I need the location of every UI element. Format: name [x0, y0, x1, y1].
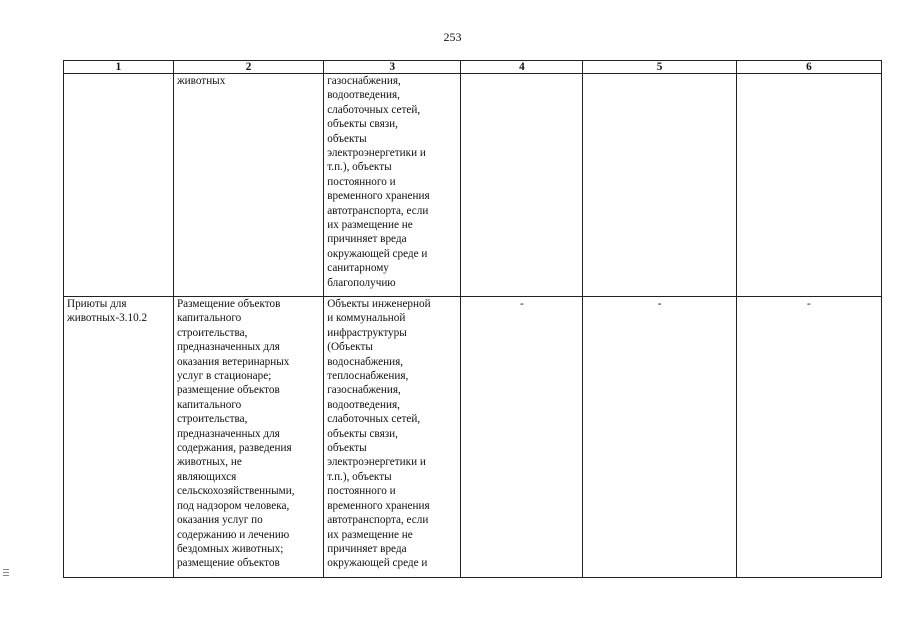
- regulations-table: [63, 60, 882, 578]
- table-row-animal-shelters: [64, 297, 882, 578]
- column-header-4: 4: [461, 61, 583, 74]
- table-cell: [583, 74, 736, 297]
- column-header-6: 6: [736, 61, 881, 74]
- table-cell: [64, 74, 174, 297]
- permitted-use-description: Размещение объектов капитального строительства, предназначенных для оказания ветеринарных услуг в стационаре; размещение объектов капитального строительства, предназначенных для содержания, разведения животных, не являющихся сельскохозяйственными, под надзором человека, оказания услуг по содержанию и лечению бездомных животных; размещение объектов: [176, 298, 295, 570]
- margin-binding-mark: [3, 569, 9, 579]
- empty-value-dash: -: [806, 298, 811, 310]
- table-cell: [461, 297, 583, 578]
- column-header-3: 3: [324, 61, 461, 74]
- column-header-1: 1: [64, 61, 174, 74]
- table-cell: [173, 74, 323, 297]
- empty-value-dash: -: [520, 298, 524, 310]
- permitted-use-description: животных: [176, 75, 226, 87]
- table-cell: [173, 297, 323, 578]
- table-cell: [64, 297, 174, 578]
- table-cell: [324, 74, 461, 297]
- column-header-2: 2: [173, 61, 323, 74]
- table-cell: [736, 74, 881, 297]
- table-cell: [324, 297, 461, 578]
- auxiliary-use-description: газоснабжения, водоотведения, слаботочных сетей, объекты связи, объекты электроэнергетики и т.п.), объекты постоянного и временного хранения автотранспорта, если их размещение не причиняет вреда окружающей среде и санитарному благополучию: [327, 75, 430, 289]
- auxiliary-use-description: Объекты инженерной и коммунальной инфраструктуры (Объекты водоснабжения, теплоснабжения, газоснабжения, водоотведения, слаботочных сетей, объекты связи, объекты электроэнергетики и т.п.), объекты постоянного и временного хранения автотранспорта, если их размещение не причиняет вреда окружающей среде и: [327, 298, 431, 570]
- table-cell: [461, 74, 583, 297]
- empty-value-dash: -: [657, 298, 662, 310]
- table-row-continuation: [64, 74, 882, 297]
- table-header-row: [64, 61, 882, 74]
- column-header-5: 5: [583, 61, 736, 74]
- table-cell: [583, 297, 736, 578]
- table-cell: [736, 297, 881, 578]
- page-number: 253: [443, 30, 462, 44]
- use-type-name: Приюты для животных-3.10.2: [67, 298, 148, 325]
